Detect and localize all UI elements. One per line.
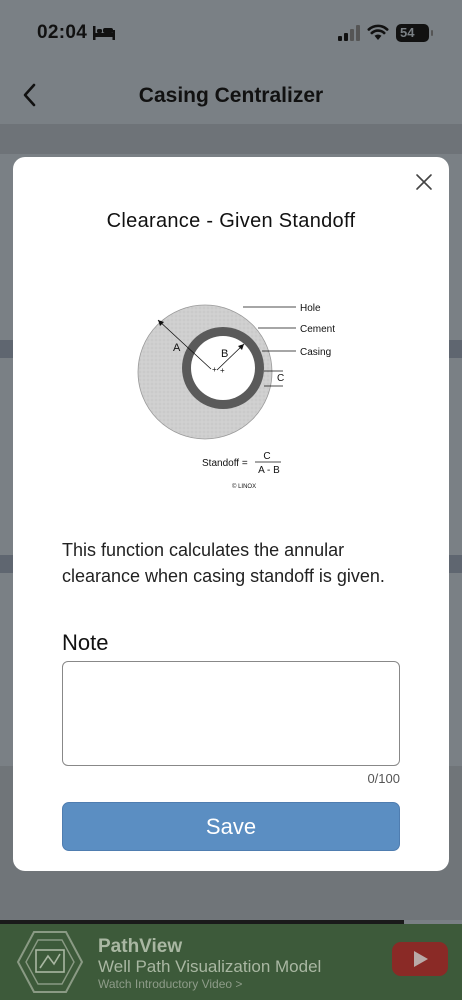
diagram-copyright: © LINOX [232, 484, 257, 490]
svg-text:+: + [212, 365, 217, 374]
background-band [448, 555, 462, 573]
wifi-icon [367, 23, 389, 41]
note-label: Note [62, 630, 109, 655]
character-counter: 0/100 [367, 771, 400, 786]
background-band [0, 340, 14, 358]
ad-banner[interactable] [0, 924, 462, 1000]
nav-bar [0, 66, 462, 124]
ad-subtitle: Well Path Visualization Model [98, 957, 322, 976]
label-b: B [221, 348, 229, 360]
label-hole: Hole [300, 303, 321, 314]
label-cement: Cement [300, 324, 336, 335]
page-title: Casing Centralizer [138, 84, 324, 107]
formula-denominator: A - B [258, 465, 280, 476]
pathview-logo-icon [14, 926, 86, 998]
cellular-signal-icon [338, 25, 362, 41]
battery-indicator: 54 [396, 24, 429, 42]
background-band [448, 340, 462, 358]
modal-title: Clearance - Given Standoff [106, 210, 356, 232]
function-description: This function calculates the annular clearance when casing standoff is given. [62, 540, 385, 586]
save-button[interactable]: Save [62, 802, 400, 851]
close-icon[interactable] [415, 173, 433, 191]
formula-numerator: C [263, 451, 271, 462]
background-panel [0, 124, 462, 154]
label-a: A [173, 342, 181, 354]
formula-label: Standoff = [202, 458, 248, 469]
info-modal [13, 157, 449, 871]
svg-text:+: + [220, 366, 225, 375]
ad-video-link[interactable]: Watch Introductory Video > [98, 977, 243, 991]
status-time: 02:04 [37, 22, 88, 43]
standoff-diagram [131, 299, 341, 499]
sleep-focus-icon [93, 26, 115, 40]
label-casing: Casing [300, 347, 332, 358]
youtube-play-icon[interactable] [392, 942, 448, 976]
status-bar [0, 0, 462, 66]
note-input[interactable] [62, 661, 400, 766]
ad-title: PathView [98, 936, 183, 957]
background-band [0, 555, 14, 573]
label-c: C [277, 373, 285, 384]
